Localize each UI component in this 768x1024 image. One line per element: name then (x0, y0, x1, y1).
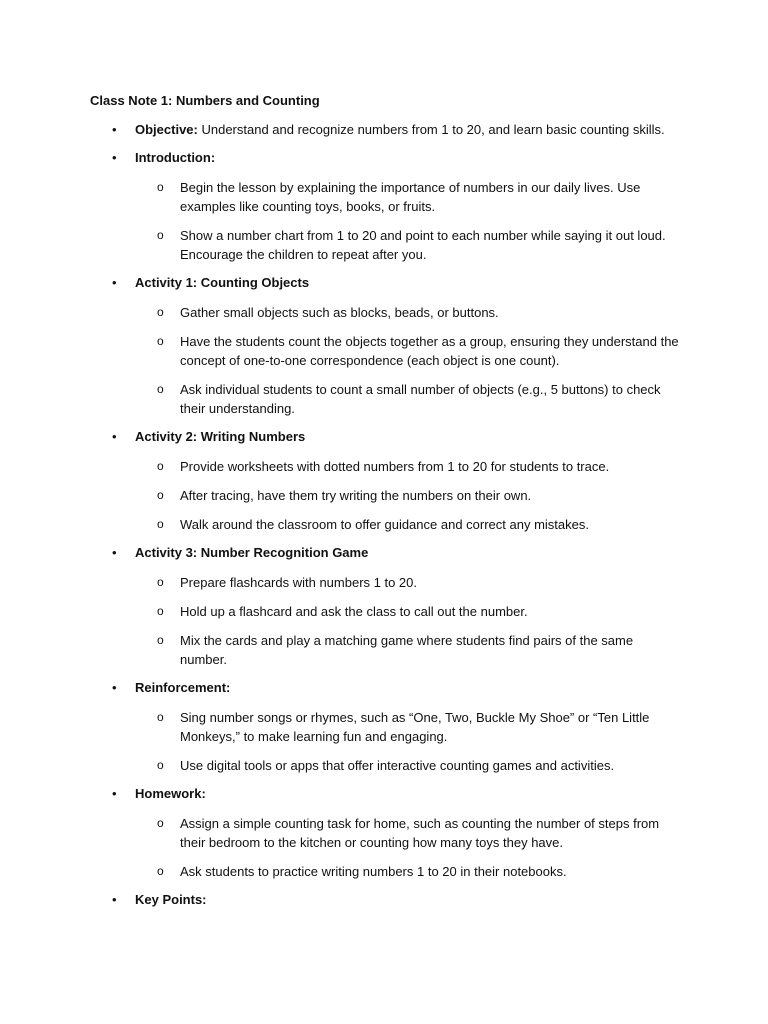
circle-bullet-icon: o (157, 517, 164, 531)
section-reinforcement (0, 679, 768, 775)
list-item (0, 457, 768, 476)
section-text: Understand and recognize numbers from 1 to 20, and learn basic counting skills. (197, 122, 665, 137)
section-activity-1-counting-objects (0, 274, 768, 418)
circle-bullet-icon: o (157, 710, 164, 724)
section-label: Reinforcement: (135, 680, 231, 695)
section-introduction (0, 149, 768, 264)
circle-bullet-icon: o (157, 228, 164, 242)
circle-bullet-icon: o (157, 864, 164, 878)
bullet-icon: • (112, 275, 117, 290)
section-label: Objective: (135, 122, 198, 137)
lesson-outline (0, 121, 768, 919)
circle-bullet-icon: o (157, 305, 164, 319)
section-label: Activity 3: Number Recognition Game (135, 545, 369, 560)
list-item-text: After tracing, have them try writing the numbers on their own. (180, 488, 532, 503)
section-label: Introduction: (135, 150, 216, 165)
section-homework (0, 785, 768, 881)
bullet-icon: • (112, 122, 117, 137)
list-item (0, 862, 768, 881)
list-item (0, 486, 768, 505)
section-heading (0, 785, 768, 803)
circle-bullet-icon: o (157, 334, 164, 348)
list-item (0, 814, 768, 852)
sub-list (0, 573, 768, 669)
list-item (0, 708, 768, 746)
circle-bullet-icon: o (157, 382, 164, 396)
section-heading (0, 428, 768, 446)
bullet-icon: • (112, 150, 117, 165)
circle-bullet-icon: o (157, 575, 164, 589)
section-label: Activity 1: Counting Objects (135, 275, 310, 290)
section-heading (0, 149, 768, 167)
list-item-text: Hold up a flashcard and ask the class to call out the number. (180, 604, 528, 619)
list-item-text: Gather small objects such as blocks, beads, or buttons. (180, 305, 499, 320)
section-label: Key Points: (135, 892, 207, 907)
list-item (0, 380, 768, 418)
section-activity-2-writing-numbers (0, 428, 768, 534)
circle-bullet-icon: o (157, 488, 164, 502)
list-item-text: Walk around the classroom to offer guidance and correct any mistakes. (180, 517, 589, 532)
sub-list (0, 457, 768, 534)
list-item (0, 631, 768, 669)
bullet-icon: • (112, 892, 117, 907)
bullet-icon: • (112, 429, 117, 444)
section-heading (0, 891, 768, 909)
list-item-text: Show a number chart from 1 to 20 and point to each number while saying it out loud. Encourage the children to repeat after you. (180, 228, 666, 262)
list-item-text: Use digital tools or apps that offer interactive counting games and activities. (180, 758, 615, 773)
list-item-text: Prepare flashcards with numbers 1 to 20. (180, 575, 418, 590)
section-key-points (0, 891, 768, 909)
list-item (0, 602, 768, 621)
page-title: Class Note 1: Numbers and Counting (90, 93, 320, 108)
list-item (0, 756, 768, 775)
list-item (0, 226, 768, 264)
list-item (0, 573, 768, 592)
list-item-text: Mix the cards and play a matching game where students find pairs of the same number. (180, 633, 634, 667)
circle-bullet-icon: o (157, 604, 164, 618)
circle-bullet-icon: o (157, 758, 164, 772)
list-item-text: Begin the lesson by explaining the importance of numbers in our daily lives. Use examples like counting toys, books, or fruits. (180, 180, 641, 214)
section-heading (0, 274, 768, 292)
list-item (0, 303, 768, 322)
circle-bullet-icon: o (157, 633, 164, 647)
list-item (0, 332, 768, 370)
sub-list (0, 303, 768, 418)
section-heading (0, 679, 768, 697)
circle-bullet-icon: o (157, 180, 164, 194)
section-label: Homework: (135, 786, 206, 801)
section-activity-3-number-recognition-game (0, 544, 768, 669)
section-objective (0, 121, 768, 139)
list-item (0, 178, 768, 216)
bullet-icon: • (112, 545, 117, 560)
bullet-icon: • (112, 786, 117, 801)
list-item-text: Provide worksheets with dotted numbers from 1 to 20 for students to trace. (180, 459, 610, 474)
section-heading (0, 121, 768, 139)
circle-bullet-icon: o (157, 459, 164, 473)
list-item-text: Assign a simple counting task for home, such as counting the number of steps from their bedroom to the kitchen or counting how many toys they have. (180, 816, 660, 850)
section-heading (0, 544, 768, 562)
sub-list (0, 814, 768, 881)
list-item-text: Sing number songs or rhymes, such as “One, Two, Buckle My Shoe” or “Ten Little Monkeys,” to make learning fun and engaging. (180, 710, 650, 744)
list-item-text: Ask individual students to count a small number of objects (e.g., 5 buttons) to check their understanding. (180, 382, 661, 416)
sub-list (0, 178, 768, 264)
sub-list (0, 708, 768, 775)
list-item-text: Have the students count the objects together as a group, ensuring they understand the concept of one-to-one correspondence (each object is one count). (180, 334, 679, 368)
circle-bullet-icon: o (157, 816, 164, 830)
list-item-text: Ask students to practice writing numbers 1 to 20 in their notebooks. (180, 864, 567, 879)
list-item (0, 515, 768, 534)
section-label: Activity 2: Writing Numbers (135, 429, 306, 444)
bullet-icon: • (112, 680, 117, 695)
